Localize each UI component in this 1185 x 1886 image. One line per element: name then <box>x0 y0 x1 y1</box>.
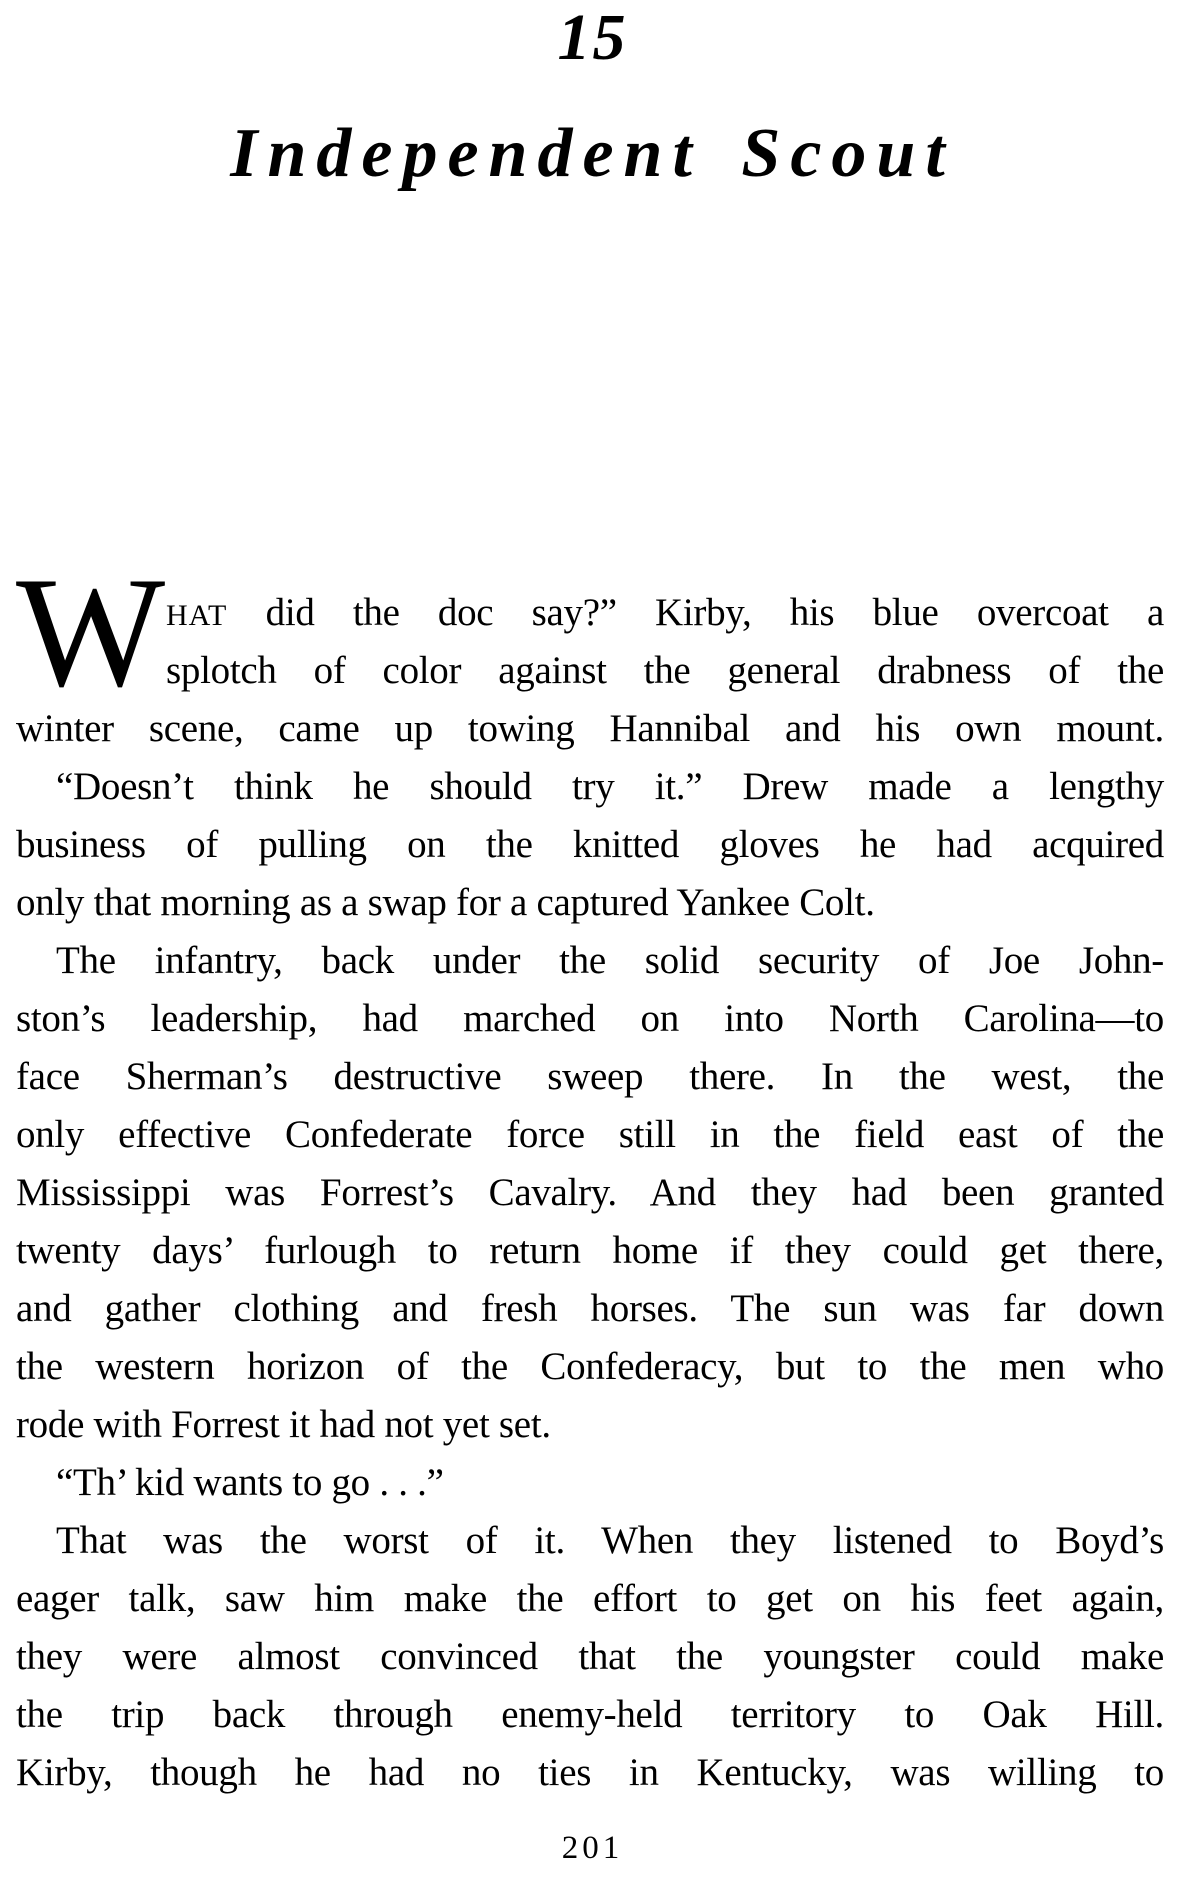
paragraph <box>16 758 1164 932</box>
body-line: That was the worst of it. When they listened to Boyd’s <box>56 1519 1164 1562</box>
body-line: they were almost convinced that the youngster could make <box>16 1635 1164 1678</box>
body-line: “Doesn’t think he should try it.” Drew made a lengthy <box>56 765 1164 808</box>
body-line: only effective Confederate force still in the field east of the <box>16 1113 1164 1156</box>
small-caps-word: HAT <box>166 599 228 632</box>
body-line: business of pulling on the knitted gloves he had acquired <box>16 823 1164 866</box>
body-line: twenty days’ furlough to return home if they could get there, <box>16 1229 1164 1272</box>
body-line: and gather clothing and fresh horses. The sun was far down <box>16 1287 1164 1330</box>
chapter-number: 15 <box>557 1 628 74</box>
body-line: HAT did the doc say?” Kirby, his blue overcoat a <box>166 591 1164 634</box>
body-line: The infantry, back under the solid security of Joe John- <box>56 939 1164 982</box>
paragraph <box>16 1512 1164 1802</box>
body-line: eager talk, saw him make the effort to get on his feet again, <box>16 1577 1164 1620</box>
body-text <box>16 545 1164 1802</box>
drop-cap: W <box>16 545 165 720</box>
body-line: splotch of color against the general drabness of the <box>166 649 1164 692</box>
body-line: Kirby, though he had no ties in Kentucky, was willing to <box>16 1751 1164 1794</box>
body-line: face Sherman’s destructive sweep there. In the west, the <box>16 1055 1164 1098</box>
chapter-title: Independent Scout <box>230 115 955 192</box>
paragraph <box>16 1454 1164 1512</box>
page-number: 201 <box>561 1830 624 1866</box>
body-line: rode with Forrest it had not yet set. <box>16 1403 551 1446</box>
body-line: winter scene, came up towing Hannibal and his own mount. <box>16 707 1164 750</box>
body-line: only that morning as a swap for a captured Yankee Colt. <box>16 881 875 924</box>
paragraph <box>16 932 1164 1454</box>
body-line: the trip back through enemy-held territory to Oak Hill. <box>16 1693 1164 1736</box>
body-line: ston’s leadership, had marched on into North Carolina—to <box>16 997 1164 1040</box>
body-line: “Th’ kid wants to go . . .” <box>56 1461 444 1504</box>
paragraph <box>16 584 1164 758</box>
body-line: the western horizon of the Confederacy, but to the men who <box>16 1345 1164 1388</box>
body-line: Mississippi was Forrest’s Cavalry. And they had been granted <box>16 1171 1164 1214</box>
